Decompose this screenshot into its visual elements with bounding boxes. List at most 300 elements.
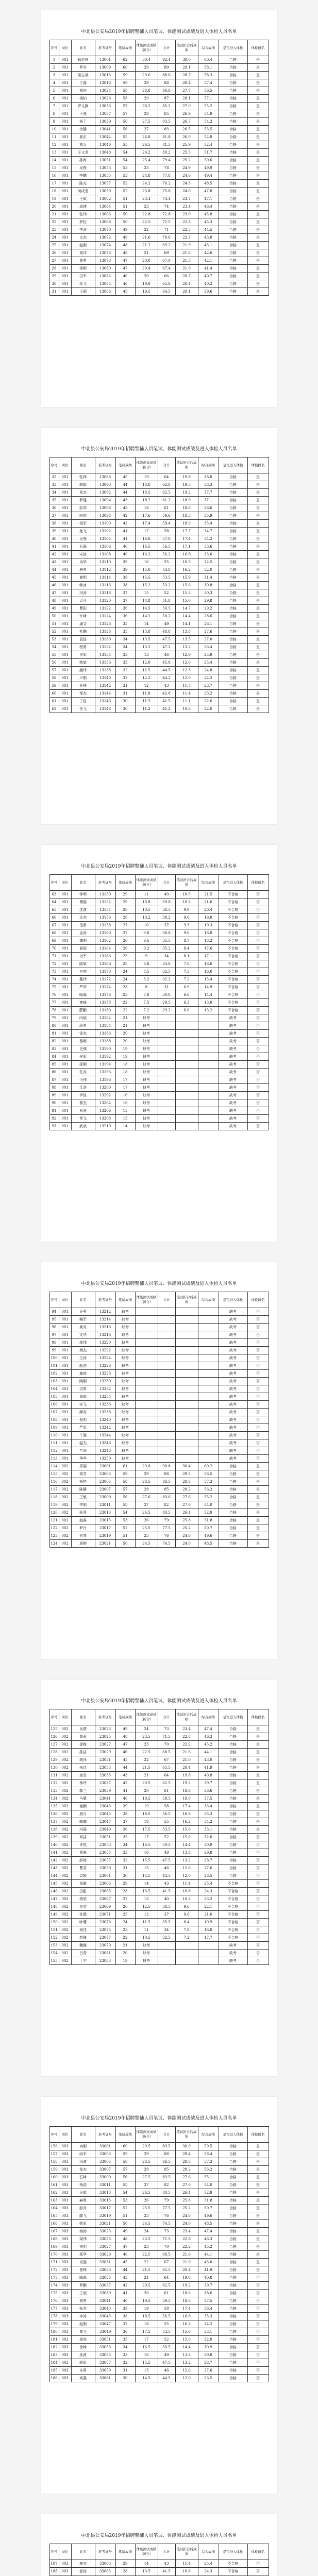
- table-row: [49, 2305, 269, 2313]
- table-cell: 韩冰: [71, 582, 95, 589]
- table-cell: 001: [59, 1007, 71, 1014]
- table-cell: 18.5: [135, 1810, 158, 1818]
- table-cell: 001: [59, 929, 71, 937]
- table-cell: 18.8: [135, 481, 158, 489]
- table-cell: 92: [49, 1115, 59, 1123]
- table-cell: 易涛: [71, 1107, 95, 1115]
- table-cell: 33003: [95, 2150, 115, 2158]
- table-cell: 22.2: [175, 1741, 198, 1749]
- table-cell: 13057: [95, 180, 115, 188]
- table-cell: 003: [59, 2351, 71, 2359]
- column-header: 笔试折合后成绩: [175, 1709, 198, 1725]
- table-cell: [175, 1324, 198, 1331]
- table-cell: 是: [247, 1826, 269, 1834]
- column-header: 序号: [49, 2127, 59, 2143]
- table-cell: 56: [115, 2174, 135, 2181]
- table-cell: 合格: [219, 636, 247, 643]
- table-cell: 17.4: [175, 535, 198, 543]
- table-cell: 61: [158, 1787, 175, 1795]
- table-row: [49, 2336, 269, 2344]
- table-cell: 001: [59, 1022, 71, 1030]
- table-cell: 34: [115, 636, 135, 643]
- table-cell: 48.5: [198, 180, 219, 188]
- table-cell: 76: [158, 2212, 175, 2220]
- table-cell: 否: [247, 1409, 269, 1416]
- table-cell: 002: [59, 1818, 71, 1826]
- table-cell: 许峰: [71, 613, 95, 620]
- table-cell: 黄飞: [71, 2328, 95, 2336]
- table-cell: 合格: [219, 528, 247, 535]
- table-cell: 缺考: [115, 1424, 135, 1432]
- table-cell: 17.7: [175, 528, 198, 535]
- table-cell: 32: [115, 674, 135, 682]
- table-cell: 002: [59, 1764, 71, 1772]
- table-cell: 001: [59, 1053, 71, 1061]
- table-row: [49, 1432, 269, 1439]
- table-cell: 8: [135, 984, 158, 991]
- table-cell: 27.7: [175, 87, 198, 95]
- table-cell: 秦涛: [71, 2228, 95, 2235]
- table-cell: 53.5: [158, 574, 175, 582]
- table-cell: 001: [59, 1014, 71, 1022]
- table-cell: [135, 1409, 158, 1416]
- table-cell: [198, 1061, 219, 1069]
- table-cell: 15: [135, 2367, 158, 2375]
- table-cell: 否: [247, 1834, 269, 1841]
- table-cell: [175, 1069, 198, 1076]
- table-cell: 18.0: [175, 1795, 198, 1803]
- table-cell: 13212: [95, 1308, 115, 1316]
- table-row: [49, 1061, 269, 1069]
- table-cell: 缺考: [219, 1339, 247, 1347]
- table-cell: 25: [115, 1911, 135, 1919]
- table-cell: 003: [59, 2313, 71, 2320]
- table-cell: 001: [59, 937, 71, 945]
- table-cell: 否: [247, 999, 269, 1007]
- table-cell: 25: [49, 242, 59, 249]
- table-cell: 64: [49, 899, 59, 906]
- table-cell: 合格: [219, 1486, 247, 1494]
- table-cell: 12.0: [175, 2375, 198, 2382]
- table-cell: 86: [49, 1069, 59, 1076]
- table-cell: 50.7: [198, 1524, 219, 1532]
- table-cell: 30.8: [158, 991, 175, 999]
- table-cell: 7: [49, 103, 59, 110]
- table-cell: 李娟: [71, 1501, 95, 1509]
- table-cell: 合格: [219, 1780, 247, 1787]
- table-cell: 姚军: [71, 2220, 95, 2228]
- table-cell: 是: [247, 1780, 269, 1787]
- table-cell: 41.5: [158, 1888, 175, 1895]
- table-cell: 18.8: [198, 1926, 219, 1934]
- table-row: [49, 1378, 269, 1385]
- table-cell: 23043: [95, 1803, 115, 1810]
- table-row: [49, 1532, 269, 1540]
- table-cell: 20: [115, 1038, 135, 1045]
- table-cell: 44.5: [158, 1872, 175, 1880]
- table-cell: 缺考: [219, 1354, 247, 1362]
- table-cell: 50.5: [158, 1841, 175, 1849]
- column-header: 序号: [49, 2544, 59, 2560]
- table-cell: 13102: [95, 528, 115, 535]
- table-cell: 57.3: [198, 1478, 219, 1486]
- table-row: [49, 2205, 269, 2212]
- table-cell: 牛强: [71, 1432, 95, 1439]
- table-cell: 003: [59, 2359, 71, 2367]
- table-cell: 97: [49, 1331, 59, 1339]
- table-cell: 17: [135, 2336, 158, 2344]
- table-cell: 31: [115, 682, 135, 690]
- table-cell: 44.2: [158, 674, 175, 682]
- table-cell: 13128: [95, 628, 115, 636]
- table-cell: 22.2: [175, 234, 198, 242]
- table-cell: 刘洋: [71, 249, 95, 257]
- table-cell: 是: [247, 613, 269, 620]
- table-cell: 92.4: [158, 56, 175, 64]
- table-row: [49, 953, 269, 960]
- table-cell: 22.5: [135, 218, 158, 226]
- table-cell: 是: [247, 605, 269, 613]
- table-cell: 合格: [219, 2243, 247, 2251]
- table-cell: 19.2: [175, 1780, 198, 1787]
- table-cell: 29: [115, 2560, 135, 2568]
- table-cell: 13178: [95, 999, 115, 1007]
- table-cell: 001: [59, 651, 71, 659]
- table-cell: 是: [247, 180, 269, 188]
- table-row: [49, 273, 269, 280]
- table-cell: 42: [115, 2282, 135, 2290]
- table-row: [49, 543, 269, 551]
- table-cell: [158, 1076, 175, 1084]
- table-cell: 不合格: [219, 1880, 247, 1888]
- table-cell: 13026: [95, 95, 115, 103]
- table-cell: 002: [59, 1849, 71, 1857]
- table-cell: 13016: [95, 79, 115, 87]
- table-row: [49, 1934, 269, 1942]
- table-cell: 24.0: [175, 188, 198, 195]
- table-cell: 002: [59, 1872, 71, 1880]
- table-cell: 陈静: [71, 1486, 95, 1494]
- table-cell: 文杰: [71, 234, 95, 242]
- table-cell: 是: [247, 651, 269, 659]
- table-cell: 27.6: [175, 2174, 198, 2181]
- table-cell: 38.5: [158, 1903, 175, 1911]
- table-cell: [175, 1409, 198, 1416]
- table-cell: 33053: [95, 2344, 115, 2351]
- table-cell: 缺考: [219, 1038, 247, 1045]
- table-cell: [198, 1385, 219, 1393]
- table-cell: 108: [49, 1416, 59, 1424]
- table-cell: 12.6: [175, 659, 198, 667]
- table-cell: 47: [115, 265, 135, 273]
- table-cell: 24.0: [175, 1540, 198, 1548]
- table-row: [49, 1524, 269, 1532]
- table-cell: 42: [115, 512, 135, 520]
- table-cell: 33.1: [198, 1826, 219, 1834]
- table-cell: 13170: [95, 968, 115, 976]
- table-cell: [198, 1069, 219, 1076]
- table-cell: 22.5: [135, 2251, 158, 2259]
- table-cell: 13154: [95, 906, 115, 914]
- table-cell: 陈光: [71, 180, 95, 188]
- table-cell: 否: [247, 1895, 269, 1903]
- table-cell: 23: [135, 1741, 158, 1749]
- table-cell: 27.6: [175, 1494, 198, 1501]
- table-cell: 001: [59, 1455, 71, 1463]
- table-cell: 38.3: [198, 481, 219, 489]
- table-cell: 28: [135, 2166, 158, 2174]
- table-cell: 50: [115, 211, 135, 218]
- table-cell: 王磊: [71, 79, 95, 87]
- table-cell: 合格: [219, 1834, 247, 1841]
- table-cell: 是: [247, 2220, 269, 2228]
- table-cell: 12: [49, 141, 59, 149]
- table-cell: 136: [49, 1810, 59, 1818]
- table-cell: 8: [49, 110, 59, 118]
- table-cell: [198, 1401, 219, 1409]
- table-cell: 是: [247, 504, 269, 512]
- table-cell: [198, 1455, 219, 1463]
- table-cell: 是: [247, 589, 269, 597]
- table-cell: 21.6: [175, 249, 198, 257]
- table-cell: 40: [115, 2297, 135, 2305]
- table-cell: 003: [59, 2251, 71, 2259]
- table-row: [49, 1478, 269, 1486]
- table-cell: 向军: [71, 2150, 95, 2158]
- table-row: [49, 1463, 269, 1470]
- table-cell: 001: [59, 1092, 71, 1099]
- table-cell: 11.2: [135, 705, 158, 713]
- table-cell: 27.6: [198, 2367, 219, 2375]
- table-cell: 23041: [95, 1795, 115, 1803]
- table-cell: 001: [59, 558, 71, 566]
- table-cell: 戴伟: [71, 976, 95, 984]
- table-cell: 17: [135, 528, 158, 535]
- table-cell: 77.5: [158, 2205, 175, 2212]
- table-cell: 8.8: [135, 960, 158, 968]
- table-cell: 30.9: [198, 1841, 219, 1849]
- column-header: 笔试成绩: [115, 2127, 135, 2143]
- table-cell: 19: [135, 1803, 158, 1810]
- table-cell: 34.2: [198, 535, 219, 543]
- table-cell: 13062: [95, 195, 115, 203]
- table-cell: 13200: [95, 1084, 115, 1092]
- table-cell: 是: [247, 172, 269, 180]
- table-cell: 24: [115, 976, 135, 984]
- table-cell: 27.6: [198, 628, 219, 636]
- table-cell: 41.5: [158, 2568, 175, 2575]
- table-row: [49, 1331, 269, 1339]
- column-header: 序号: [49, 40, 59, 56]
- table-cell: 卢刚: [71, 674, 95, 682]
- table-cell: 175: [49, 2290, 59, 2297]
- table-cell: 46.4: [198, 203, 219, 211]
- results-table: [49, 457, 269, 713]
- column-header: 综合成绩: [198, 1292, 219, 1308]
- table-cell: 59: [115, 1470, 135, 1478]
- table-cell: 26.2: [135, 149, 158, 157]
- table-cell: [158, 1014, 175, 1022]
- table-cell: 合格: [219, 95, 247, 103]
- table-cell: [175, 1316, 198, 1324]
- table-row: [49, 651, 269, 659]
- table-cell: 19.5: [135, 288, 158, 296]
- table-cell: 13146: [95, 698, 115, 705]
- table-cell: 23005: [95, 1478, 115, 1486]
- table-cell: 001: [59, 574, 71, 582]
- table-cell: 003: [59, 2181, 71, 2189]
- table-cell: 57.1: [198, 95, 219, 103]
- table-cell: 9.3: [175, 922, 198, 929]
- table-row: [49, 2197, 269, 2205]
- table-cell: 27: [115, 922, 135, 929]
- table-row: [49, 1517, 269, 1524]
- table-cell: 13.5: [135, 2568, 158, 2575]
- table-cell: 001: [59, 1076, 71, 1084]
- table-cell: 52: [49, 628, 59, 636]
- table-cell: 13033: [95, 103, 115, 110]
- table-cell: 合格: [219, 1524, 247, 1532]
- table-cell: 孙海: [71, 157, 95, 164]
- table-cell: 45.8: [198, 211, 219, 218]
- table-cell: 合格: [219, 2143, 247, 2150]
- table-cell: 是: [247, 103, 269, 110]
- table-cell: 49: [115, 2228, 135, 2235]
- table-cell: 缺考: [219, 1385, 247, 1393]
- table-cell: 52: [115, 180, 135, 188]
- table-cell: 76.2: [158, 180, 175, 188]
- table-cell: 21.6: [175, 1749, 198, 1756]
- table-row: [49, 659, 269, 667]
- table-cell: 87: [158, 95, 175, 103]
- table-cell: 27.6: [135, 1494, 158, 1501]
- table-cell: 否: [247, 1324, 269, 1331]
- table-cell: 9.8: [135, 929, 158, 937]
- column-header: 合计: [158, 457, 175, 473]
- table-row: [49, 620, 269, 628]
- table-cell: 邓洁: [71, 1834, 95, 1841]
- table-cell: 否: [247, 976, 269, 984]
- table-cell: 缺考: [219, 1324, 247, 1331]
- table-cell: 周建: [71, 203, 95, 211]
- table-cell: 缺考: [135, 1950, 158, 1957]
- table-cell: 11.5: [135, 1919, 158, 1926]
- table-cell: 否: [247, 1076, 269, 1084]
- table-cell: 45: [49, 574, 59, 582]
- table-cell: 001: [59, 64, 71, 72]
- table-cell: 001: [59, 180, 71, 188]
- table-cell: 75.8: [158, 188, 175, 195]
- table-cell: 13216: [95, 1324, 115, 1331]
- table-cell: 25.5: [135, 1524, 158, 1532]
- table-cell: 是: [247, 1478, 269, 1486]
- table-cell: 21.5: [135, 2266, 158, 2274]
- table-cell: 57: [115, 2166, 135, 2174]
- results-table: [49, 1709, 269, 1965]
- table-cell: 27: [135, 126, 158, 133]
- table-cell: 57: [115, 1486, 135, 1494]
- table-cell: 杨志强: [71, 56, 95, 64]
- table-row: [49, 551, 269, 558]
- column-header: 笔试折合后成绩: [175, 875, 198, 891]
- table-cell: 001: [59, 1447, 71, 1455]
- table-cell: 是: [247, 226, 269, 234]
- table-cell: 001: [59, 922, 71, 929]
- table-cell: 34: [158, 1926, 175, 1934]
- table-cell: 13096: [95, 504, 115, 512]
- table-cell: 合格: [219, 1532, 247, 1540]
- table-row: [49, 999, 269, 1007]
- table-cell: 否: [247, 2367, 269, 2375]
- table-cell: 9.9: [175, 906, 198, 914]
- table-cell: 35: [115, 628, 135, 636]
- table-cell: 67: [158, 1756, 175, 1764]
- table-cell: 是: [247, 574, 269, 582]
- table-cell: 20.8: [135, 257, 158, 265]
- table-cell: 174: [49, 2282, 59, 2290]
- table-cell: 13148: [95, 705, 115, 713]
- table-cell: 76: [158, 1532, 175, 1540]
- table-cell: 合格: [219, 2313, 247, 2320]
- table-cell: 35.5: [158, 937, 175, 945]
- table-cell: 186: [49, 2375, 59, 2382]
- table-cell: 是: [247, 1749, 269, 1756]
- table-cell: [175, 1957, 198, 1965]
- table-cell: 7.5: [135, 999, 158, 1007]
- table-cell: 合格: [219, 242, 247, 249]
- table-cell: 45.2: [198, 2243, 219, 2251]
- table-cell: [158, 1038, 175, 1045]
- table-cell: [198, 1014, 219, 1022]
- table-cell: 131: [49, 1772, 59, 1780]
- table-cell: 7.8: [175, 1926, 198, 1934]
- table-cell: 范勇: [71, 922, 95, 929]
- table-cell: 43.0: [198, 2259, 219, 2266]
- table-row: [49, 2251, 269, 2259]
- table-cell: 韩露: [71, 1818, 95, 1826]
- table-cell: 13122: [95, 605, 115, 613]
- table-cell: 缺考: [219, 1331, 247, 1339]
- table-cell: 18: [135, 2320, 158, 2328]
- table-cell: 001: [59, 188, 71, 195]
- table-cell: 33045: [95, 2313, 115, 2320]
- table-cell: 23: [135, 203, 158, 211]
- table-cell: 否: [247, 899, 269, 906]
- table-cell: 是: [247, 273, 269, 280]
- table-cell: [158, 1957, 175, 1965]
- table-cell: 96: [49, 1324, 59, 1331]
- table-cell: 是: [247, 2228, 269, 2235]
- table-cell: 刘勇: [71, 2297, 95, 2305]
- table-row: [49, 249, 269, 257]
- table-cell: 不合格: [219, 1919, 247, 1926]
- table-cell: [135, 1439, 158, 1447]
- table-row: [49, 188, 269, 195]
- table-cell: 否: [247, 2313, 269, 2320]
- table-cell: 77.5: [158, 1524, 175, 1532]
- table-cell: [198, 1416, 219, 1424]
- table-cell: 23: [115, 1926, 135, 1934]
- table-cell: 合格: [219, 203, 247, 211]
- table-cell: 15: [115, 1115, 135, 1123]
- table-cell: 001: [59, 899, 71, 906]
- table-cell: 合格: [219, 2251, 247, 2259]
- table-cell: 61: [115, 1463, 135, 1470]
- table-cell: 13070: [95, 226, 115, 234]
- table-cell: 28.7: [198, 1857, 219, 1865]
- table-row: [49, 2375, 269, 2382]
- table-cell: 44: [115, 1764, 135, 1772]
